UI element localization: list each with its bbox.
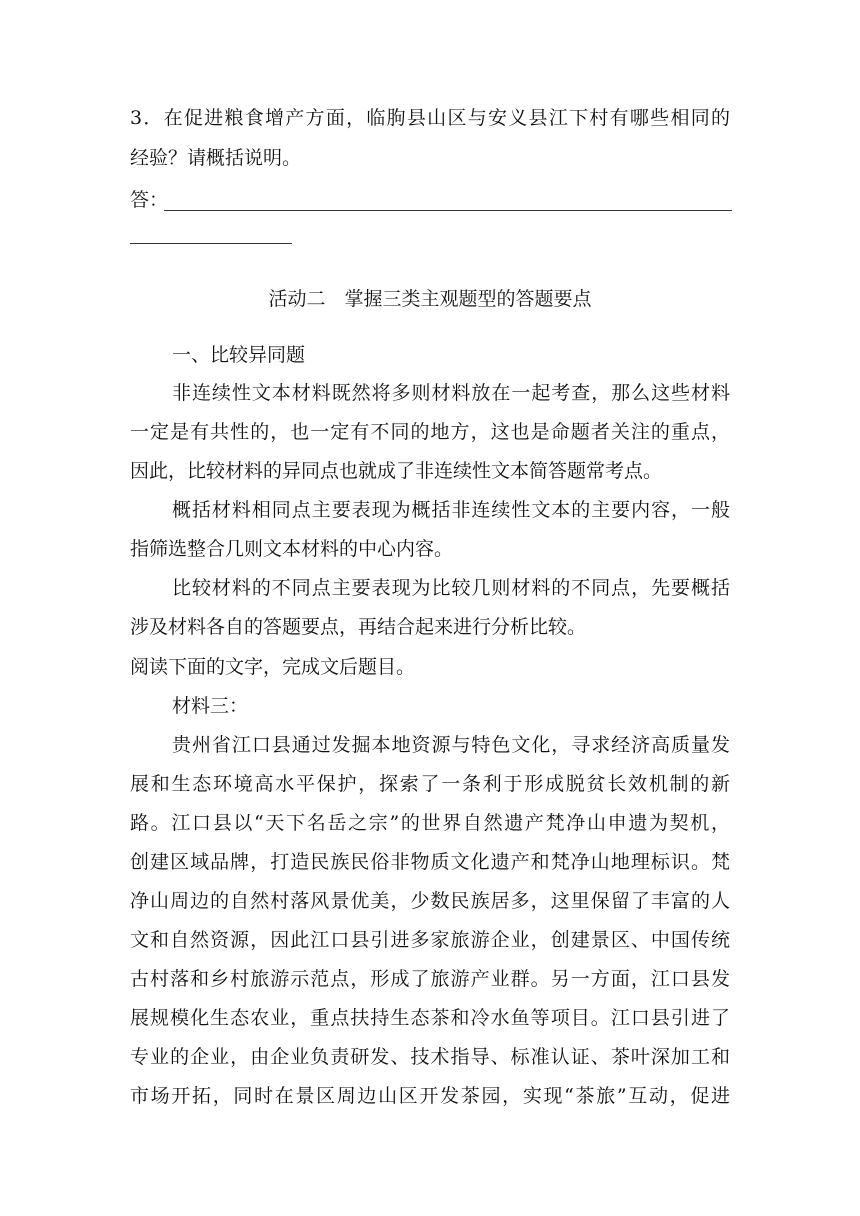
- section-heading: 一、比较异同题: [172, 344, 306, 366]
- material-line: 净山周边的自然村落风景优美，少数民族居多，这里保留了丰富的人: [130, 890, 730, 912]
- question-line-1: 3．在促进粮食增产方面，临朐县山区与安义县江下村有哪些相同的: [130, 107, 730, 129]
- paragraph-line: 一定是有共性的，也一定有不同的地方，这也是命题者关注的重点，: [130, 421, 730, 443]
- material-line: 贵州省江口县通过发掘本地资源与特色文化，寻求经济高质量发: [172, 734, 730, 756]
- material-label: 材料三：: [172, 695, 249, 717]
- answer-underline: [164, 210, 732, 211]
- paragraph-line: 比较材料的不同点主要表现为比较几则材料的不同点，先要概括: [172, 577, 730, 599]
- material-line: 展规模化生态农业，重点扶持生态茶和冷水鱼等项目。江口县引进了: [130, 1007, 730, 1029]
- paragraph-line: 指筛选整合几则文本材料的中心内容。: [130, 538, 454, 560]
- paragraph-line: 非连续性文本材料既然将多则材料放在一起考查，那么这些材料: [172, 382, 730, 404]
- question-line-2: 经验？请概括说明。: [130, 147, 302, 169]
- material-line: 路。江口县以“天下名岳之宗”的世界自然遗产梵净山申遗为契机，: [130, 812, 730, 834]
- material-line: 展和生态环境高水平保护，探索了一条利于形成脱贫长效机制的新: [130, 773, 730, 795]
- material-line: 市场开拓，同时在景区周边山区开发茶园，实现“茶旅”互动，促进: [130, 1085, 730, 1107]
- paragraph-line: 因此，比较材料的异同点也就成了非连续性文本简答题常考点。: [130, 460, 663, 482]
- paragraph-line: 涉及材料各自的答题要点，再结合起来进行分析比较。: [130, 616, 587, 638]
- answer-underline-continued: [130, 243, 292, 244]
- material-line: 专业的企业，由企业负责研发、技术指导、标准认证、茶叶深加工和: [130, 1046, 730, 1068]
- activity-title: 活动二 掌握三类主观题型的答题要点: [268, 288, 592, 310]
- material-line: 古村落和乡村旅游示范点，形成了旅游产业群。另一方面，江口县发: [130, 968, 730, 990]
- material-line: 创建区域品牌，打造民族民俗非物质文化遗产和梵净山地理标识。梵: [130, 851, 730, 873]
- paragraph-line: 概括材料相同点主要表现为概括非连续性文本的主要内容，一般: [172, 499, 730, 521]
- material-line: 文和自然资源，因此江口县引进多家旅游企业，创建景区、中国传统: [130, 929, 730, 951]
- answer-label: 答：: [130, 189, 169, 211]
- answer-field[interactable]: [130, 188, 732, 214]
- instruction-text: 阅读下面的文字，完成文后题目。: [130, 656, 416, 678]
